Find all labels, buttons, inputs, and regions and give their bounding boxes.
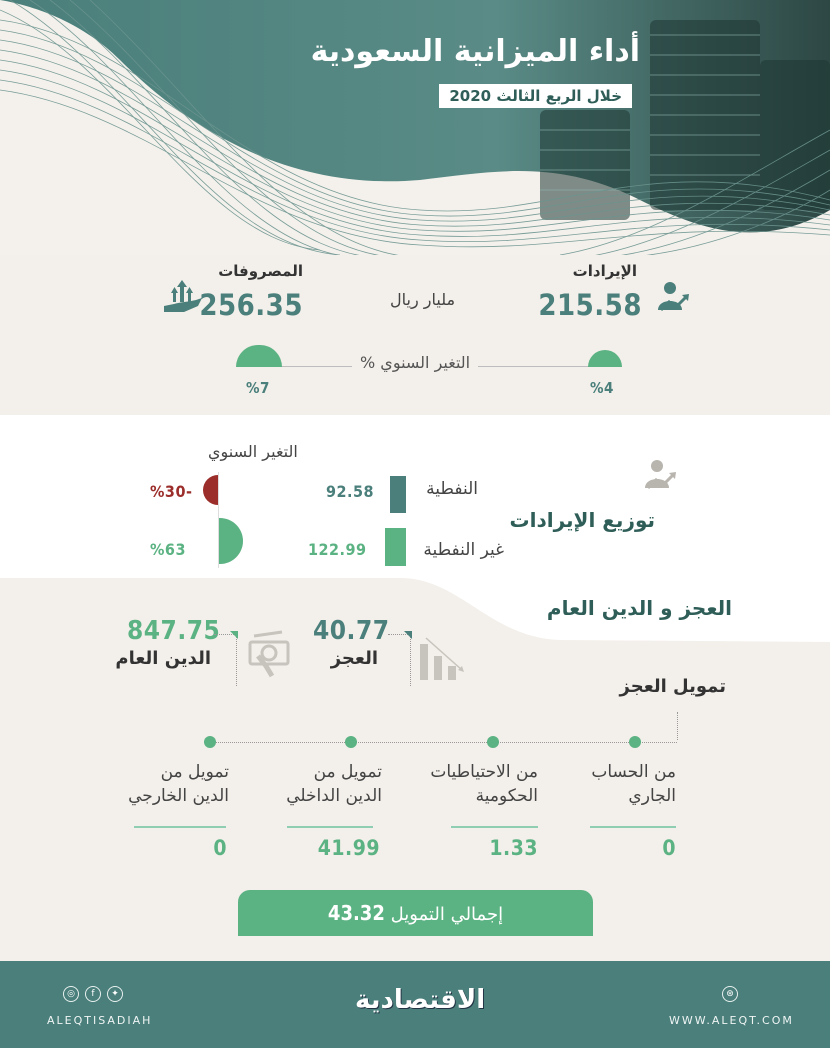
public-debt-value: 847.75 xyxy=(127,616,221,646)
source-underline xyxy=(451,826,538,828)
deficit-value: 40.77 xyxy=(313,616,390,646)
non-oil-revenue-label: غير النفطية xyxy=(423,540,504,560)
deficit-label: العجز xyxy=(330,648,378,669)
expenses-value: 256.35 xyxy=(199,288,303,322)
facebook-icon[interactable]: f xyxy=(85,986,101,1002)
website-link[interactable]: WWW.ALEQT.COM xyxy=(669,1014,794,1027)
instagram-icon[interactable]: ◎ xyxy=(63,986,79,1002)
summary-section xyxy=(0,255,830,415)
expenses-yoy-value: %7 xyxy=(246,379,270,397)
timeline-dot xyxy=(204,736,216,748)
yoy-label: التغير السنوي % xyxy=(352,353,478,372)
expenses-label: المصروفات xyxy=(218,262,303,280)
social-icons xyxy=(63,986,123,1002)
unit-label: مليار ريال xyxy=(390,290,456,309)
corner-marker-icon xyxy=(230,631,238,639)
oil-revenue-bar xyxy=(390,476,406,513)
source-gov-reserves-label: من الاحتياطيات الحكومية xyxy=(430,762,538,806)
timeline-dot xyxy=(629,736,641,748)
oil-revenue-label: النفطية xyxy=(426,479,478,499)
source-gov-reserves-value: 1.33 xyxy=(489,836,538,860)
non-oil-revenue-value: 122.99 xyxy=(308,540,367,559)
twitter-icon[interactable]: ✦ xyxy=(107,986,123,1002)
page-subtitle: خلال الربع الثالث 2020 xyxy=(439,84,632,108)
corner-marker-icon xyxy=(404,631,412,639)
debt-connector-vertical xyxy=(236,634,237,686)
declining-chart-icon xyxy=(418,636,466,682)
yoy-column-header: التغير السنوي xyxy=(208,442,298,461)
globe-icon: ⊛ xyxy=(722,986,738,1002)
deficit-debt-title: العجز و الدين العام xyxy=(546,596,732,620)
revenue-value: 215.58 xyxy=(538,288,642,322)
hand-arrows-icon xyxy=(162,280,204,316)
source-current-account-value: 0 xyxy=(662,836,676,860)
source-underline xyxy=(590,826,676,828)
source-external-debt-value: 0 xyxy=(213,836,227,860)
timeline-dot xyxy=(345,736,357,748)
non-oil-yoy-value: %63 xyxy=(150,540,186,559)
deficit-financing-title: تمويل العجز xyxy=(619,676,726,697)
aleqtisadiah-logo: الاقتصادية xyxy=(355,985,486,1015)
social-handle[interactable]: ALEQTISADIAH xyxy=(47,1014,153,1027)
source-underline xyxy=(134,826,226,828)
source-domestic-debt-label: تمويل من الدين الداخلي xyxy=(286,762,382,806)
public-debt-label: الدين العام xyxy=(115,648,211,669)
revenue-label: الإيرادات xyxy=(572,262,637,280)
timeline-dot xyxy=(487,736,499,748)
total-financing-label: إجمالي التمويل xyxy=(390,904,504,925)
oil-revenue-value: 92.58 xyxy=(326,482,375,501)
total-financing-banner xyxy=(238,890,593,936)
businessman-growth-icon xyxy=(655,280,691,316)
revenue-distribution-title: توزيع الإيرادات xyxy=(509,508,655,532)
source-external-debt-label: تمويل من الدين الخارجي xyxy=(128,762,229,806)
source-underline xyxy=(287,826,373,828)
page-title: أداء الميزانية السعودية xyxy=(310,34,640,69)
revenue-distribution-section xyxy=(0,415,830,580)
financing-connector-vertical xyxy=(677,712,678,740)
revenue-yoy-value: %4 xyxy=(590,379,614,397)
source-current-account-label: من الحساب الجاري xyxy=(591,762,676,806)
total-financing-value: 43.32 xyxy=(327,901,385,925)
source-domestic-debt-value: 41.99 xyxy=(317,836,380,860)
financing-timeline xyxy=(210,742,677,743)
header-banner xyxy=(0,0,830,255)
yoy-axis xyxy=(218,472,219,568)
oil-yoy-value: %30- xyxy=(150,482,193,501)
non-oil-revenue-bar xyxy=(385,528,406,566)
deficit-connector-vertical xyxy=(410,634,411,686)
money-hand-icon xyxy=(246,630,292,680)
businessman-growth-icon xyxy=(642,458,678,494)
